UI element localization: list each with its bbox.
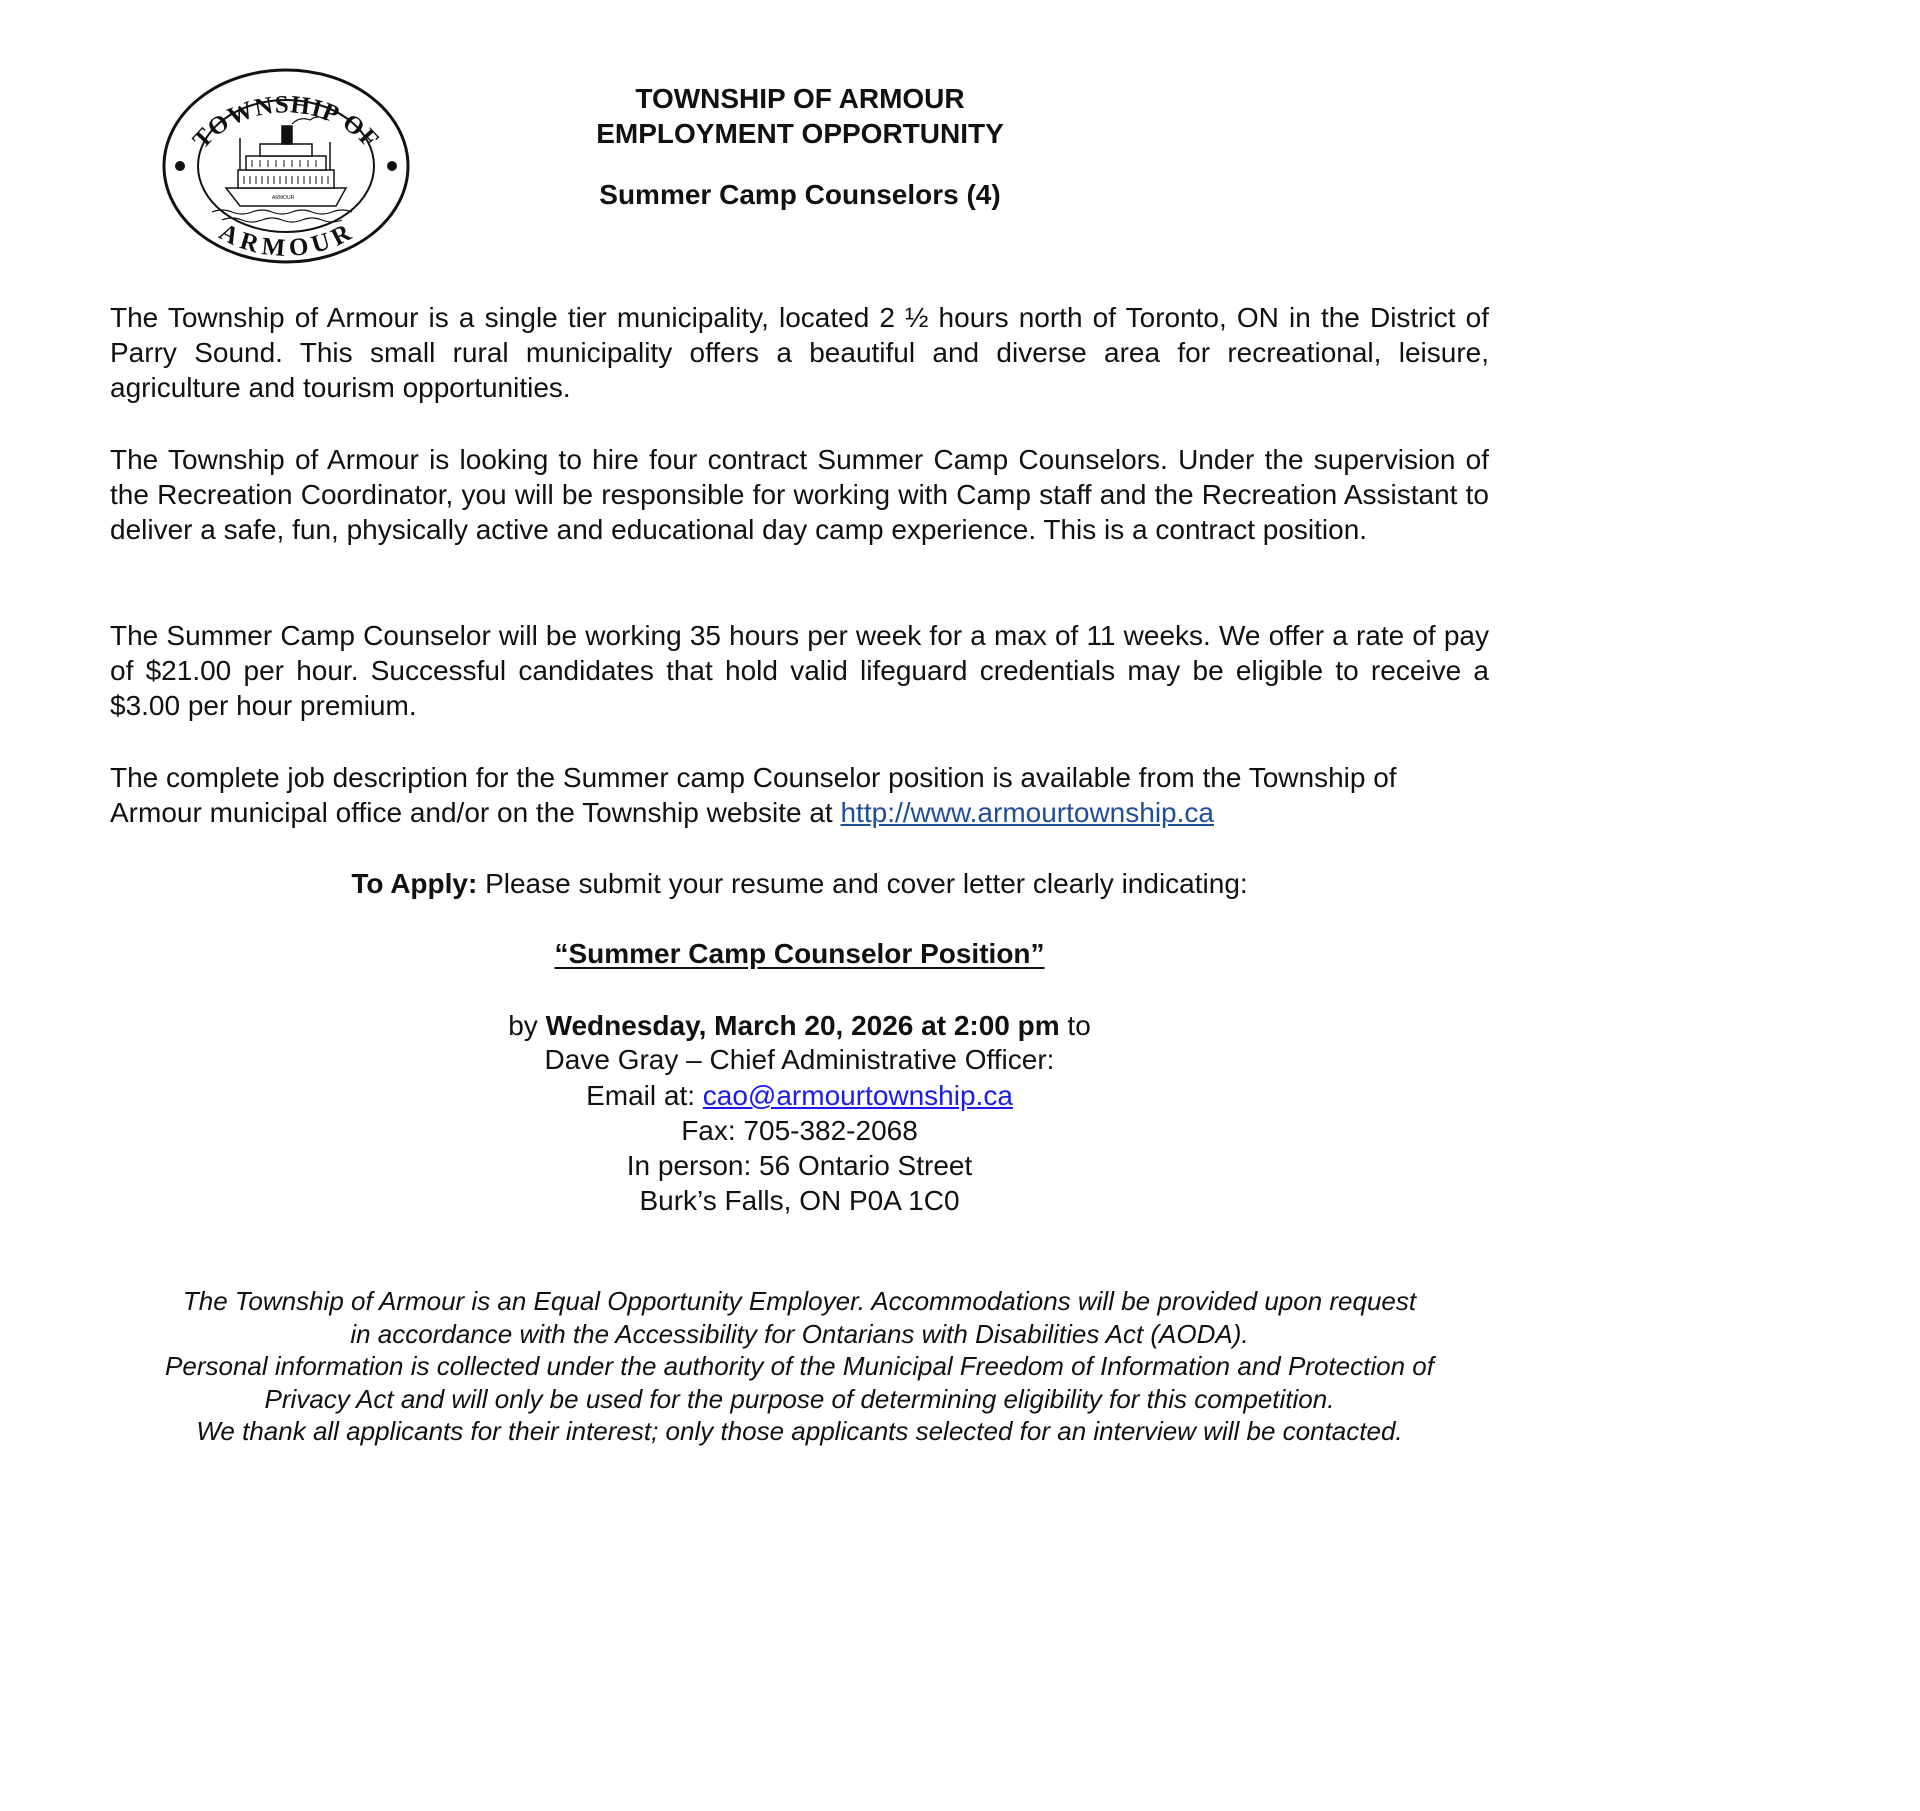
organization-title: TOWNSHIP OF ARMOUR [635,83,965,114]
email-line [110,1078,1489,1113]
deadline-line [110,1008,1489,1043]
township-seal-logo [160,66,412,266]
apply-label: To Apply: [351,868,478,899]
apply-text: Please submit your resume and cover letter clearly indicating: [477,868,1248,899]
role-paragraph: The Township of Armour is looking to hire four contract Summer Camp Counselors. Under the supervision of the Recreation Coordinator, you will be responsible for working with Camp staff and the Recreation Assistant to deliver a safe, fun, physically active and educational day camp experience. This is a contract position. [110,444,1489,545]
footer-disclaimer [100,1285,1499,1448]
email-link[interactable]: cao@armourtownship.ca [702,1080,1013,1111]
township-website-link[interactable]: http://www.armourtownship.ca [840,797,1214,828]
email-label: Email at: [586,1080,703,1111]
deadline-date: Wednesday, March 20, 2026 at 2:00 pm [545,1010,1060,1041]
position-name: “Summer Camp Counselor Position” [554,938,1045,969]
position-title: Summer Camp Counselors (4) [599,179,1001,210]
position-name-line [110,936,1489,971]
footer-line: We thank all applicants for their interest; only those applicants selected for an interview will be contacted. [196,1416,1403,1446]
city-line: Burk’s Falls, ON P0A 1C0 [639,1185,960,1216]
seal-top-text: TOWNSHIP OF [187,91,385,155]
seal-dot-left [175,161,185,171]
footer-line: Privacy Act and will only be used for the purpose of determining eligibility for this competition. [264,1383,1335,1414]
fax-line: Fax: 705-382-2068 [681,1115,918,1146]
ship-name-text: ARMOUR [272,195,295,201]
footer-line: Personal information is collected under the authority of the Municipal Freedom of Information and Protection of [165,1351,1434,1381]
apply-instructions [110,866,1489,901]
seal-bottom-text: ARMOUR [214,218,358,263]
in-person-line: In person: 56 Ontario Street [626,1150,973,1181]
contact-name: Dave Gray – Chief Administrative Officer: [544,1044,1055,1075]
job-description-paragraph [110,760,1489,830]
deadline-suffix: to [1059,1010,1091,1041]
seal-dot-right [387,161,397,171]
steamship-icon [212,117,352,222]
pay-paragraph: The Summer Camp Counselor will be working 35 hours per week for a max of 11 weeks. We offer a rate of pay of $21.00 per hour. Successful candidates that hold valid lifeguard credentials may be eligible to receive a $3.00 per hour premium. [110,620,1489,721]
job-description-text: The complete job description for the Summer camp Counselor position is available from the Township of Armour municipal office and/or on the Township website at [110,762,1397,828]
intro-paragraph: The Township of Armour is a single tier municipality, located 2 ½ hours north of Toronto, ON in the District of Parry Sound. This small rural municipality offers a beautiful and diverse area for recreational, leisure, agriculture and tourism opportunities. [110,302,1489,403]
footer-line: in accordance with the Accessibility for Ontarians with Disabilities Act (AODA). [350,1318,1249,1349]
deadline-prefix: by [508,1010,546,1041]
footer-line: The Township of Armour is an Equal Opportunity Employer. Accommodations will be provided upon request [182,1286,1417,1316]
opportunity-title: EMPLOYMENT OPPORTUNITY [596,118,1004,149]
